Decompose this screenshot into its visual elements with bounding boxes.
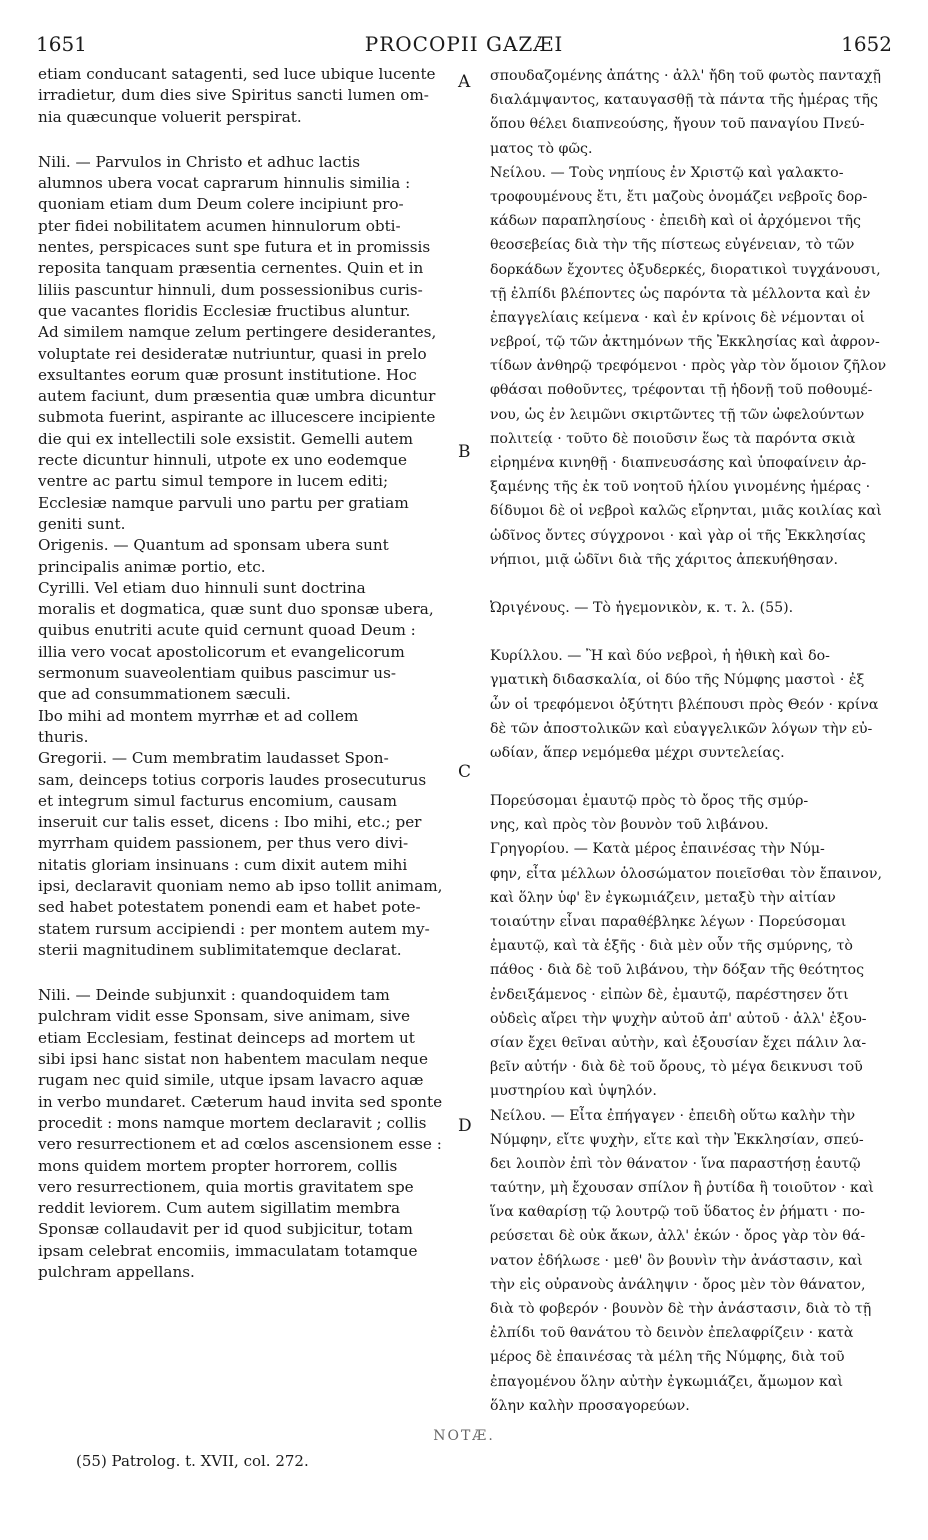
latin-text-line: thuris. (38, 727, 89, 746)
greek-text-line: σίαν ἔχει θεῖναι αὐτὴν, καὶ ἐξουσίαν ἔχει πάλιν λα- (490, 1034, 867, 1051)
greek-text-line: τῇ ἐλπίδι βλέποντες ὡς παρόντα τὰ μέλλοντα καὶ ἐν (490, 285, 871, 302)
greek-text-line: τοιαύτην εἶναι παραθέβληκε λέγων · Πορεύσομαι (490, 914, 847, 930)
greek-text-line: Νείλου. — Εἶτα ἐπήγαγεν · ἐπειδὴ οὕτω καλὴν τὴν (490, 1107, 856, 1124)
greek-text-line: οὐδεὶς αἴρει τὴν ψυχὴν αὐτοῦ ἀπ' αὐτοῦ · ἀλλ' ἐξου- (490, 1010, 867, 1027)
greek-text-line: ἐνδειξάμενος · εἰπὼν δὲ, ἐμαυτῷ, παρέστησεν ὅτι (490, 986, 849, 1003)
latin-text-line: die qui ex intellectili sole exsistit. Gemelli autem (38, 429, 413, 448)
greek-text-line: τροφουμένους ἔτι, ἔτι μαζοὺς ὀνομάζει νεβροῖς δορ- (490, 188, 868, 205)
greek-text-line: νήπιοι, μιᾷ ὠδῖνι διὰ τῆς χάριτος ἀπεκυήθησαν. (490, 551, 838, 568)
greek-text-line: βεῖν αὐτήν · διὰ δὲ τοῦ ὄρους, τὸ μέγα δεικνυσι τοῦ (490, 1059, 863, 1076)
greek-text-line: ρεύσεται δὲ οὐκ ἄκων, ἀλλ' ἑκών · ὄρος γὰρ τὸν θά- (490, 1228, 866, 1245)
greek-text-line: ἐπαγομένου ὅλην αὐτὴν ἐγκωμιάζει, ἄμωμον καὶ (490, 1373, 844, 1390)
page-number-right: 1652 (841, 32, 892, 56)
greek-text-line: ἵνα καθαρίσῃ τῷ λουτρῷ τοῦ ὕδατος ἐν ῥήματι · πο- (490, 1204, 865, 1221)
greek-text-line: γματικὴ διδασκαλία, οἱ δύο τῆς Νύμφης μαστοὶ · ἐξ (490, 672, 865, 689)
latin-text-line: rugam nec quid simile, utque ipsam lavacro aquæ (38, 1071, 424, 1090)
greek-text-line: ωδίαν, ἅπερ νεμόμεθα μέχρι συντελείας. (490, 744, 785, 761)
greek-text-line: Νύμφην, εἴτε ψυχὴν, εἴτε καὶ τὴν Ἐκκλησίαν, σπεύ- (490, 1131, 864, 1148)
latin-text-line: reddit leviorem. Cum autem sigillatim membra (38, 1199, 401, 1218)
greek-text-line: Ὠριγένους. — Τὸ ἡγεμονικὸν, κ. τ. λ. (55). (490, 599, 794, 616)
latin-text-line: etiam Ecclesiam, festinat deinceps ad mortem ut (38, 1028, 415, 1047)
greek-text-line: εἰρημένα κινηθῇ · διαπνευσάσης καὶ ὑποφαίνειν ἀρ- (490, 455, 867, 471)
latin-text-line: vero resurrectionem et ad cœlos ascensionem esse : (38, 1135, 442, 1154)
greek-text-line: ματος τὸ φῶς. (490, 140, 593, 157)
latin-text-line: que ad consummationem sæculi. (38, 685, 291, 704)
greek-text-line: δορκάδων ἔχοντες ὀξυδερκές, διορατικοὶ τυγχάνουσι, (490, 261, 881, 278)
greek-column (490, 64, 896, 1418)
greek-text-line: ἐλπίδι τοῦ θανάτου τὸ δεινὸν ἐπελαφρίζειν · κατὰ (490, 1325, 854, 1342)
latin-text-line: pulchram appellans. (38, 1263, 195, 1282)
latin-text-line: exsultantes eorum quæ prosunt institutione. Hoc (38, 365, 417, 384)
latin-text-line: Sponsæ collaudavit per id quod subjicitur, totam (38, 1220, 413, 1239)
running-title: PROCOPII GAZÆI (364, 32, 564, 56)
greek-text-line: ἐμαυτῷ, καὶ τὰ ἑξῆς · διὰ μὲν οὖν τῆς σμύρνης, τὸ (490, 938, 853, 955)
latin-text-line: myrrham quidem passionem, per thus vero divi- (38, 834, 409, 853)
margin-letter-b: B (458, 442, 471, 462)
page-header (36, 32, 892, 62)
latin-text-line: statem rursum accipiendi : per montem autem my- (38, 919, 430, 938)
greek-text-line: δίδυμοι δὲ οἱ νεβροὶ καλῶς εἴρηνται, μιᾶς κοιλίας καὶ (490, 503, 882, 520)
greek-text-line: καὶ ὅλην ὑφ' ἓν ἐγκωμιάζειν, μεταξὺ τὴν αἰτίαν (490, 889, 836, 906)
latin-text-line: moralis et dogmatica, quæ sunt duo sponsæ ubera, (38, 600, 434, 619)
latin-text-line: alumnos ubera vocat caprarum hinnulis similia : (38, 174, 411, 193)
latin-text-line: vero resurrectionem, quia mortis gravitatem spe (38, 1177, 414, 1196)
greek-text-line: θεοσεβείας διὰ τὴν τῆς πίστεως εὐγένειαν, τὸ τῶν (490, 237, 855, 254)
greek-text-line: νου, ὡς ἐν λειμῶνι σκιρτῶντες τῇ τῶν ὠφελούντων (490, 406, 865, 423)
greek-text-line: σπουδαζομένης ἀπάτης · ἀλλ' ἤδη τοῦ φωτὸς πανταχῇ (490, 68, 881, 84)
greek-text-line: ὧν οἱ τρεφόμενοι ὀξύτητι βλέπουσι πρὸς Θεόν · κρίνα (490, 696, 879, 713)
latin-text-line: Cyrilli. Vel etiam duo hinnuli sunt doctrina (38, 578, 366, 597)
page-number-left: 1651 (36, 32, 87, 56)
greek-spacer (490, 572, 896, 596)
latin-text-line: Ecclesiæ namque parvuli uno partu per gratiam (38, 493, 409, 512)
greek-text-line: μέρος δὲ ἐπαινέσας τὰ μέλη τῆς Νύμφης, διὰ τοῦ (490, 1349, 845, 1366)
greek-text-line: τίδων ἀνθηρῷ τρεφόμενοι · πρὸς γὰρ τὸν ὅμοιον ζῆλον (490, 358, 887, 375)
greek-text-line: πάθος · διὰ δὲ τοῦ λιβάνου, τὴν δόξαν τῆς θεότητος (490, 962, 865, 979)
greek-text-line: διὰ τὸ φοβερόν · βουνὸν δὲ τὴν ἀνάστασιν, διὰ τὸ τῇ (490, 1301, 872, 1317)
greek-text-line: φην, εἶτα μέλλων ὁλοσώματον ποιεῖσθαι τὸν ἔπαινον, (490, 865, 882, 882)
latin-spacer (38, 961, 460, 985)
latin-text-line: irradietur, dum dies sive Spiritus sancti lumen om- (38, 86, 429, 105)
greek-text-line: τὴν εἰς οὐρανοὺς ἀνάληψιν · ὄρος μὲν τὸν θάνατον, (490, 1276, 866, 1293)
greek-text-line: δὲ τῶν ἀποστολικῶν καὶ εὐαγγελικῶν λόγων τὴν εὐ- (490, 720, 873, 737)
latin-text-line: pulchram vidit esse Sponsam, sive animam, sive (38, 1007, 410, 1026)
greek-text-line: μυστηρίου καὶ ὑψηλόν. (490, 1083, 657, 1100)
latin-text-line: reposita tanquam præsentia cernentes. Quin et in (38, 259, 424, 278)
margin-letter-d: D (458, 1116, 472, 1136)
latin-text-line: ipsam celebrat encomiis, immaculatam totamque (38, 1241, 418, 1260)
latin-text-line: que vacantes floridis Ecclesiæ fructibus aluntur. (38, 301, 411, 320)
notes-heading: NOTÆ. (433, 1428, 495, 1444)
latin-spacer (38, 128, 460, 152)
latin-text-line: ventre ac partu simul tempore in lucem editi; (38, 472, 389, 491)
greek-text-line: νης, καὶ πρὸς τὸν βουνὸν τοῦ λιβάνου. (490, 817, 769, 834)
latin-text-line: Origenis. — Quantum ad sponsam ubera sunt (38, 536, 389, 555)
greek-text-line: Νείλου. — Τοὺς νηπίους ἐν Χριστῷ καὶ γαλακτο- (490, 164, 844, 181)
latin-text-line: ipsi, declaravit quoniam nemo ab ipso tollit animam, (38, 876, 443, 895)
greek-text-line: ὅπου θέλει διαπνεούσης, ἤγουν τοῦ παναγίου Πνεύ- (490, 116, 865, 133)
latin-text-line: sterii magnitudinem sublimitatemque declarat. (38, 940, 402, 959)
latin-text-line: illia vero vocat apostolicorum et evangelicorum (38, 642, 405, 661)
greek-text-line: διαλάμψαντος, καταυγασθῇ τὰ πάντα τῆς ἡμέρας τῆς (490, 92, 878, 109)
latin-text-line: quoniam etiam dum Deum colere incipiunt pro- (38, 195, 404, 214)
latin-text-line: submota fuerint, aspirante ac illucescere incipiente (38, 408, 436, 427)
greek-text-line: φθάσαι ποθοῦντες, τρέφονται τῇ ἡδονῇ τοῦ ποθουμέ- (490, 382, 873, 399)
latin-text-line: Gregorii. — Cum membratim laudasset Spon- (38, 749, 389, 768)
latin-text-line: quibus enutriti acute quid cernunt quoad Deum : (38, 621, 416, 640)
latin-text-line: mons quidem mortem propter horrorem, collis (38, 1156, 398, 1175)
latin-text-line: Nili. — Parvulos in Christo et adhuc lactis (38, 152, 360, 171)
greek-text-line: Πορεύσομαι ἐμαυτῷ πρὸς τὸ ὄρος τῆς σμύρ- (490, 793, 809, 810)
greek-text-line: νατον ἐδήλωσε · μεθ' ὃν βουνὶν τὴν ἀνάστασιν, καὶ (490, 1252, 863, 1269)
latin-text-line: nentes, perspicaces sunt spe futura et in promissis (38, 238, 431, 257)
latin-text-line: pter fidei nobilitatem acumen hinnulorum obti- (38, 216, 401, 235)
greek-text-line: ἐπαγγελίαις κείμενα · καὶ ἐν κρίνοις δὲ νέμονται οἱ (490, 309, 865, 326)
greek-text-line: Κυρίλλου. — Ἢ καὶ δύο νεβροὶ, ἡ ἠθικὴ καὶ δο- (490, 648, 830, 665)
latin-text-line: et integrum simul facturus encomium, causam (38, 791, 397, 810)
latin-text-line: procedit : mons namque mortem declaravit ; collis (38, 1113, 427, 1132)
greek-text-line: πολιτείᾳ · τοῦτο δὲ ποιοῦσιν ἕως τὰ παρόντα σκιὰ (490, 430, 856, 447)
greek-text-line: ὅλην καλὴν προσαγορεύων. (490, 1397, 690, 1414)
latin-text-line: in verbo mundaret. Cæterum haud invita sed sponte (38, 1092, 443, 1111)
latin-text-line: Nili. — Deinde subjunxit : quandoquidem tam (38, 986, 390, 1005)
latin-text-line: nia quæcunque voluerit perspirat. (38, 107, 302, 126)
latin-text-line: geniti sunt. (38, 514, 126, 533)
latin-text-line: Ad similem namque zelum pertingere desiderantes, (38, 323, 437, 342)
latin-text-line: etiam conducant satagenti, sed luce ubique lucente (38, 65, 436, 83)
latin-text-line: sibi ipsi hanc sistat non habentem maculam neque (38, 1050, 428, 1069)
latin-text-line: liliis pascuntur hinnuli, dum possessionibus curis- (38, 280, 423, 299)
margin-letter-a: A (458, 72, 471, 92)
greek-spacer (490, 620, 896, 644)
margin-letter-c: C (458, 762, 472, 782)
latin-text-line: inseruit cur talis esset, dicens : Ibo mihi, etc.; per (38, 813, 422, 832)
latin-text-line: Ibo mihi ad montem myrrhæ et ad collem (38, 706, 359, 725)
greek-text-line: ξαμένης τῆς ἐκ τοῦ νοητοῦ ἡλίου γινομένης ἡμέρας · (490, 479, 871, 496)
latin-text-line: sed habet potestatem ponendi eam et habet pote- (38, 898, 421, 917)
greek-spacer (490, 765, 896, 789)
latin-text-line: voluptate rei desideratæ nutriuntur, quasi in prelo (38, 344, 427, 363)
latin-text-line: sermonum suaveolentiam quibus pascimur us- (38, 664, 396, 683)
latin-text-line: sam, deinceps totius corporis laudes prosecuturus (38, 770, 427, 789)
greek-text-line: ταύτην, μὴ ἔχουσαν σπίλον ἢ ῥυτίδα ἢ τοιοῦτον · καὶ (490, 1180, 874, 1197)
greek-text-line: νεβροί, τῷ τῶν ἀκτημόνων τῆς Ἐκκλησίας καὶ ἀφρον- (490, 334, 880, 351)
latin-text-line: nitatis gloriam insinuans : cum dixit autem mihi (38, 855, 408, 874)
latin-text-line: autem faciunt, dum præsentia quæ umbra dicuntur (38, 387, 436, 406)
latin-text-line: recte dicuntur hinnuli, utpote ex uno eodemque (38, 451, 407, 470)
greek-text-line: Γρηγορίου. — Κατὰ μέρος ἐπαινέσας τὴν Νύμ- (490, 841, 825, 858)
latin-column (38, 64, 460, 1283)
greek-text-line: δει λοιπὸν ἐπὶ τὸν θάνατον · ἵνα παραστήσῃ ἑαυτῷ (490, 1155, 861, 1172)
greek-text-line: ὠδῖνος ὄντες σύγχρονοι · καὶ γὰρ οἱ τῆς Ἐκκλησίας (490, 527, 866, 544)
latin-text-line: principalis animæ portio, etc. (38, 557, 266, 576)
footnote: (55) Patrolog. t. XVII, col. 272. (76, 1452, 309, 1470)
greek-text-line: κάδων παραπλησίους · ἐπειδὴ καὶ οἱ ἀρχόμενοι τῆς (490, 213, 861, 230)
